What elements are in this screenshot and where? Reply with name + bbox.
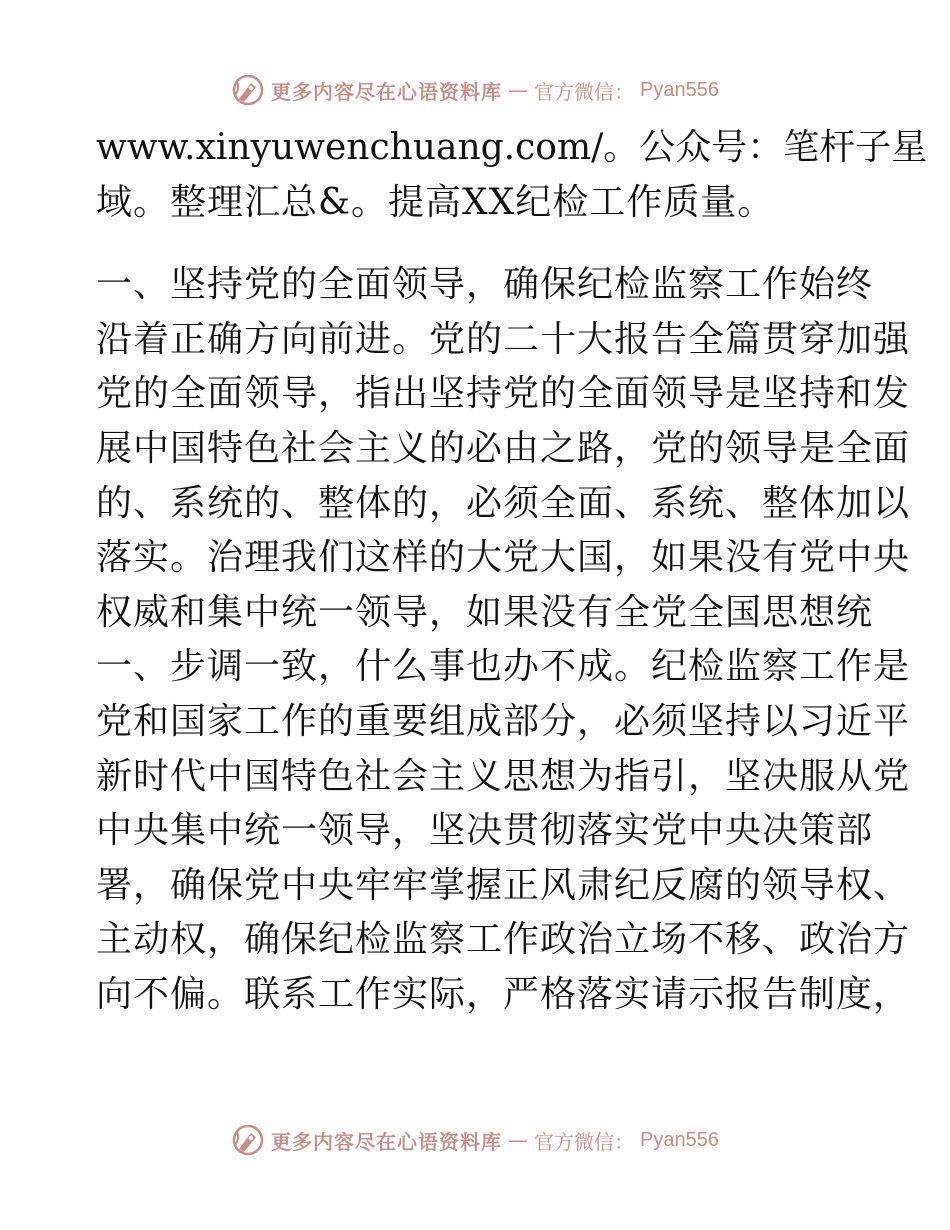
section-line: 展中国特色社会主义的必由之路，党的领导是全面: [96, 427, 911, 469]
intro-line: 域。整理汇总&。提高XX纪检工作质量。: [96, 181, 775, 223]
footer-slogan: 更多内容尽在心语资料库: [271, 1129, 503, 1154]
section-line: 一、坚持党的全面领导，确保纪检监察工作始终: [96, 264, 874, 306]
footer-contact-id: Pyan556: [640, 1128, 719, 1151]
header-contact-label: 官方微信：: [534, 79, 635, 104]
footer-contact-label: 官方微信：: [534, 1129, 635, 1154]
section-line: 署，确保党中央牢牢掌握正风肃纪反腐的领导权、: [96, 864, 911, 906]
footer-separator: —: [508, 1128, 529, 1152]
section-line: 主动权，确保纪检监察工作政治立场不移、政治方: [96, 919, 911, 961]
section-line: 党的全面领导，指出坚持党的全面领导是坚持和发: [96, 373, 911, 415]
section-line: 新时代中国特色社会主义思想为指引，坚决服从党: [96, 755, 911, 797]
section-line: 党和国家工作的重要组成部分，必须坚持以习近平: [96, 700, 911, 742]
intro-line: www.xinyuwenchuang.com/。公众号：笔杆子星: [96, 127, 928, 168]
section-line: 权威和集中统一领导，如果没有全党全国思想统: [96, 591, 874, 633]
header-slogan: 更多内容尽在心语资料库: [271, 79, 503, 104]
pen-nib-seal-icon: [231, 1123, 265, 1157]
document-body: [96, 121, 928, 1023]
header-separator: —: [508, 78, 529, 102]
section-line: 的、系统的、整体的，必须全面、系统、整体加以: [96, 482, 911, 524]
section-line: 沿着正确方向前进。党的二十大报告全篇贯穿加强: [96, 318, 911, 360]
footer-watermark: [0, 1120, 950, 1160]
section-line: 向不偏。联系工作实际，严格落实请示报告制度，: [96, 973, 911, 1015]
section-line: 落实。治理我们这样的大党大国，如果没有党中央: [96, 537, 911, 579]
paragraph-gap: [96, 230, 856, 258]
section-line: 中央集中统一领导，坚决贯彻落实党中央决策部: [96, 810, 874, 852]
section-line: 一、步调一致，什么事也办不成。纪检监察工作是: [96, 646, 911, 688]
header-watermark: [0, 70, 950, 110]
header-contact-id: Pyan556: [640, 78, 719, 101]
pen-nib-seal-icon: [231, 73, 265, 107]
